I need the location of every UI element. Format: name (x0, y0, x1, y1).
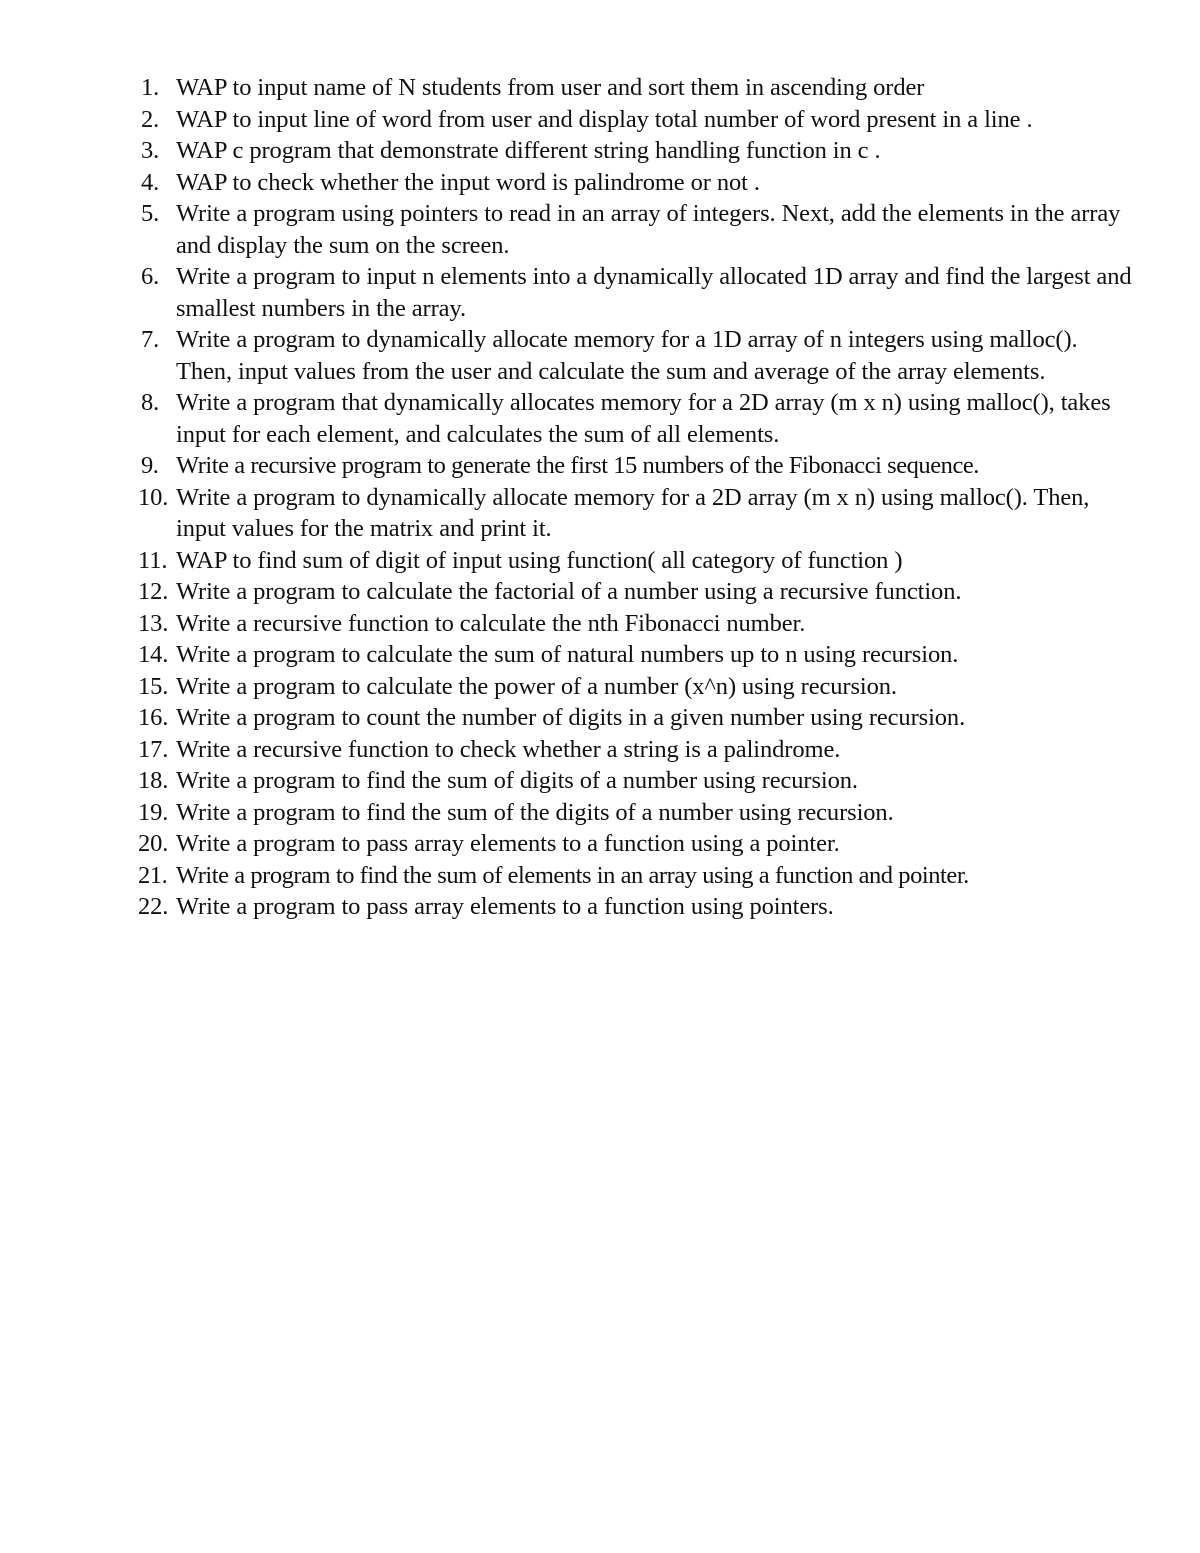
question-number: 2. (141, 105, 160, 133)
question-text: Write a program to pass array elements to a function using a pointer. (176, 830, 840, 857)
question-text: Write a program to dynamically allocate memory for a 2D array (m x n) using malloc(). Then, input values for the matrix and print it. (176, 483, 1090, 542)
question-number: 6. (141, 263, 160, 290)
question-item (138, 639, 1138, 671)
question-number: 20. (138, 830, 169, 857)
question-item (138, 135, 1138, 167)
question-text: Write a program to calculate the sum of natural numbers up to n using recursion. (176, 641, 959, 668)
question-number: 1. (141, 74, 160, 101)
question-text: Write a program to input n elements into a dynamically allocated 1D array and find the largest and smallest numbers in the array. (176, 263, 1132, 322)
question-item (138, 765, 1138, 797)
question-text: Write a program to calculate the factorial of a number using a recursive function. (176, 578, 962, 605)
question-text: WAP to find sum of digit of input using function( all category of function ) (176, 546, 903, 574)
question-text: WAP to input name of N students from user and sort them in ascending order (176, 74, 925, 101)
question-text: Write a program that dynamically allocates memory for a 2D array (m x n) using malloc(), takes input for each element, and calculates the sum of all elements. (176, 389, 1111, 448)
question-number: 7. (141, 326, 160, 353)
question-item (138, 608, 1138, 640)
question-item (138, 734, 1138, 766)
question-number: 13. (138, 609, 169, 637)
question-number: 22. (138, 893, 169, 920)
question-text: Write a program to dynamically allocate memory for a 1D array of n integers using malloc(). Then, input values from the user and calculate the sum and average of the array elements. (176, 326, 1078, 385)
question-number: 19. (138, 798, 169, 826)
question-number: 17. (138, 735, 169, 763)
question-item (138, 198, 1138, 261)
question-number: 12. (138, 578, 169, 605)
question-list (138, 72, 1138, 923)
question-item (138, 324, 1138, 387)
question-text: Write a program to find the sum of the digits of a number using recursion. (176, 798, 894, 826)
question-item (138, 828, 1138, 860)
question-number: 14. (138, 641, 169, 668)
question-number: 16. (138, 704, 169, 731)
question-number: 10. (138, 483, 169, 511)
question-item (138, 261, 1138, 324)
question-item (138, 450, 1138, 482)
question-item (138, 482, 1138, 545)
question-item (138, 891, 1138, 923)
question-number: 21. (138, 861, 168, 889)
question-item (138, 671, 1138, 703)
question-item (138, 860, 1138, 892)
question-text: Write a program to pass array elements to a function using pointers. (176, 893, 834, 920)
question-item (138, 797, 1138, 829)
question-item (138, 167, 1138, 199)
question-item (138, 576, 1138, 608)
question-text: WAP to check whether the input word is palindrome or not . (176, 168, 760, 196)
question-number: 5. (141, 200, 160, 227)
question-item (138, 72, 1138, 104)
question-number: 8. (141, 389, 160, 416)
question-text: Write a recursive function to check whether a string is a palindrome. (176, 735, 841, 763)
question-item (138, 104, 1138, 136)
question-text: Write a program to find the sum of digits of a number using recursion. (176, 767, 858, 794)
question-text: Write a program to count the number of digits in a given number using recursion. (176, 704, 966, 731)
question-number: 9. (141, 452, 159, 479)
question-text: WAP to input line of word from user and display total number of word present in a line . (176, 105, 1033, 133)
question-item (138, 387, 1138, 450)
question-text: Write a program using pointers to read in an array of integers. Next, add the elements in the array and display the sum on the screen. (176, 200, 1121, 259)
question-text: Write a recursive program to generate the first 15 numbers of the Fibonacci sequence. (176, 452, 979, 479)
question-number: 18. (138, 767, 169, 794)
question-number: 4. (141, 168, 160, 196)
question-number: 11. (138, 546, 168, 574)
question-text: Write a program to calculate the power of a number (x^n) using recursion. (176, 672, 897, 700)
question-text: Write a program to find the sum of elements in an array using a function and pointer. (176, 861, 969, 889)
question-number: 15. (138, 672, 169, 700)
question-text: Write a recursive function to calculate the nth Fibonacci number. (176, 609, 806, 637)
question-item (138, 702, 1138, 734)
question-number: 3. (141, 137, 160, 164)
question-text: WAP c program that demonstrate different string handling function in c . (176, 137, 881, 164)
question-item (138, 545, 1138, 577)
